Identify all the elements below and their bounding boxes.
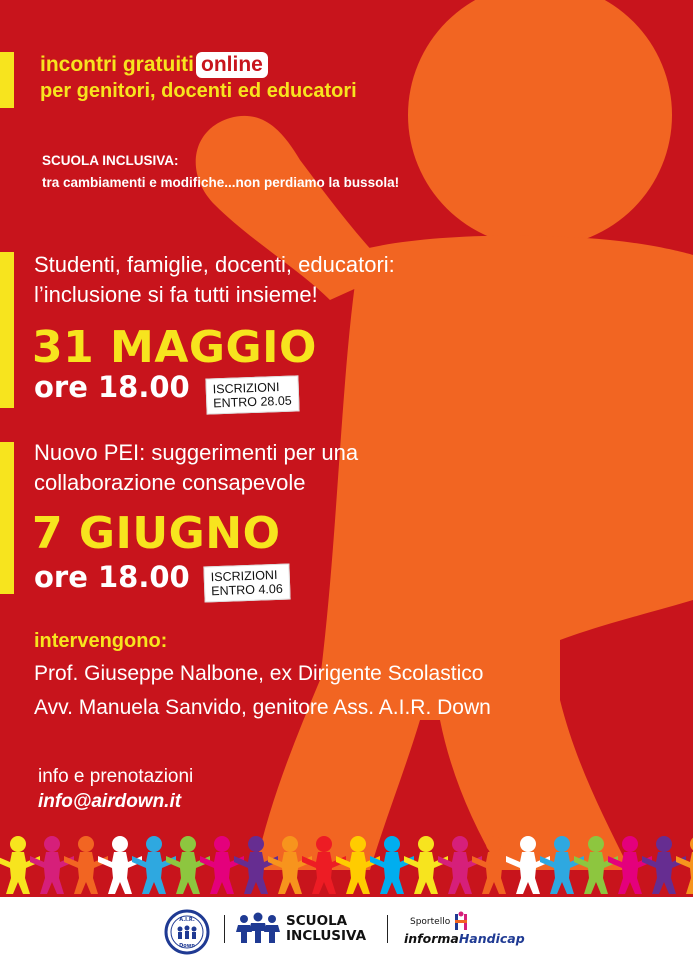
handicap-text: Handicap bbox=[458, 931, 525, 946]
kid-figure bbox=[30, 836, 74, 894]
footer-divider-1 bbox=[224, 915, 225, 943]
header-line-2: per genitori, docenti ed educatori bbox=[40, 80, 357, 102]
event-1-topic bbox=[34, 250, 395, 310]
event-2-registration-line-1: ISCRIZIONI bbox=[210, 567, 278, 585]
kid-figure bbox=[370, 836, 414, 894]
event-2-registration-badge bbox=[203, 564, 290, 603]
speaker-2: Avv. Manuela Sanvido, genitore Ass. A.I.R. Down bbox=[34, 696, 491, 719]
air-down-logo bbox=[164, 909, 210, 955]
air-down-logo-top-text: A.I.R. bbox=[179, 917, 195, 923]
kid-figure bbox=[132, 836, 176, 894]
scuola-inclusiva-line-2: INCLUSIVA bbox=[286, 928, 367, 944]
event-1-registration-line-1: ISCRIZIONI bbox=[212, 380, 280, 397]
informa-handicap-mark-icon bbox=[454, 911, 468, 931]
event-1-topic-line-1: Studenti, famiglie, docenti, educatori: bbox=[34, 252, 395, 277]
scuola-inclusiva-line-1: SCUOLA bbox=[286, 913, 348, 929]
kid-figure bbox=[608, 836, 652, 894]
kid-figure bbox=[200, 836, 244, 894]
event-1-date: 31 MAGGIO bbox=[32, 322, 317, 373]
header-line-1 bbox=[40, 52, 268, 78]
contact-label: info e prenotazioni bbox=[38, 766, 194, 787]
kid-figure bbox=[64, 836, 108, 894]
theme-block bbox=[42, 150, 399, 194]
informa-handicap-logo bbox=[404, 911, 534, 951]
theme-subtitle: tra cambiamenti e modifiche...non perdiamo la bussola! bbox=[42, 175, 400, 190]
event-2-date: 7 GIUGNO bbox=[32, 508, 281, 559]
kid-figure bbox=[540, 836, 584, 894]
event-2-topic bbox=[34, 438, 358, 498]
event-2-topic-line-1: Nuovo PEI: suggerimenti per una bbox=[34, 440, 359, 465]
kid-figure bbox=[506, 836, 550, 894]
speaker-1: Prof. Giuseppe Nalbone, ex Dirigente Scolastico bbox=[34, 662, 484, 685]
speakers-title: intervengono: bbox=[34, 630, 168, 652]
silhouette-head bbox=[408, 0, 672, 247]
sportello-label: Sportello bbox=[410, 917, 451, 927]
kids-chain-illustration bbox=[0, 832, 693, 898]
kid-figure bbox=[234, 836, 278, 894]
scuola-inclusiva-label bbox=[286, 914, 366, 944]
event-1-time: ore 18.00 bbox=[34, 370, 190, 404]
kid-figure bbox=[438, 836, 482, 894]
kid-figure bbox=[98, 836, 142, 894]
kid-figure bbox=[336, 836, 380, 894]
kid-figure bbox=[404, 836, 448, 894]
accent-bar-event-2 bbox=[0, 442, 14, 594]
scuola-inclusiva-icon bbox=[236, 912, 280, 944]
kid-figure bbox=[472, 836, 516, 894]
kid-figure bbox=[642, 836, 686, 894]
theme-title: SCUOLA INCLUSIVA: bbox=[42, 153, 179, 168]
online-badge: online bbox=[196, 52, 268, 78]
event-1-topic-line-2: l’inclusione si fa tutti insieme! bbox=[34, 282, 318, 307]
accent-bar-header bbox=[0, 52, 14, 108]
silhouette-body bbox=[255, 236, 693, 870]
kid-figure bbox=[268, 836, 312, 894]
kid-figure bbox=[0, 836, 40, 894]
contact-email-link[interactable]: info@airdown.it bbox=[38, 791, 182, 812]
event-1-registration-badge bbox=[205, 375, 299, 414]
accent-bar-event-1 bbox=[0, 252, 14, 408]
footer-logos bbox=[0, 897, 693, 978]
header-prefix: incontri gratuiti bbox=[40, 53, 194, 76]
event-1-registration-line-2: ENTRO 28.05 bbox=[213, 393, 292, 411]
event-2-time: ore 18.00 bbox=[34, 560, 190, 594]
informa-handicap-wordmark bbox=[404, 931, 525, 946]
event-2-registration-line-2: ENTRO 4.06 bbox=[211, 581, 284, 599]
event-2-topic-line-2: collaborazione consapevole bbox=[34, 470, 306, 495]
footer-divider-2 bbox=[387, 915, 388, 943]
kid-figure bbox=[166, 836, 210, 894]
kid-figure bbox=[302, 836, 346, 894]
kid-figure bbox=[574, 836, 618, 894]
air-down-logo-bottom-text: Down bbox=[179, 943, 195, 949]
informa-text: informa bbox=[404, 931, 459, 946]
